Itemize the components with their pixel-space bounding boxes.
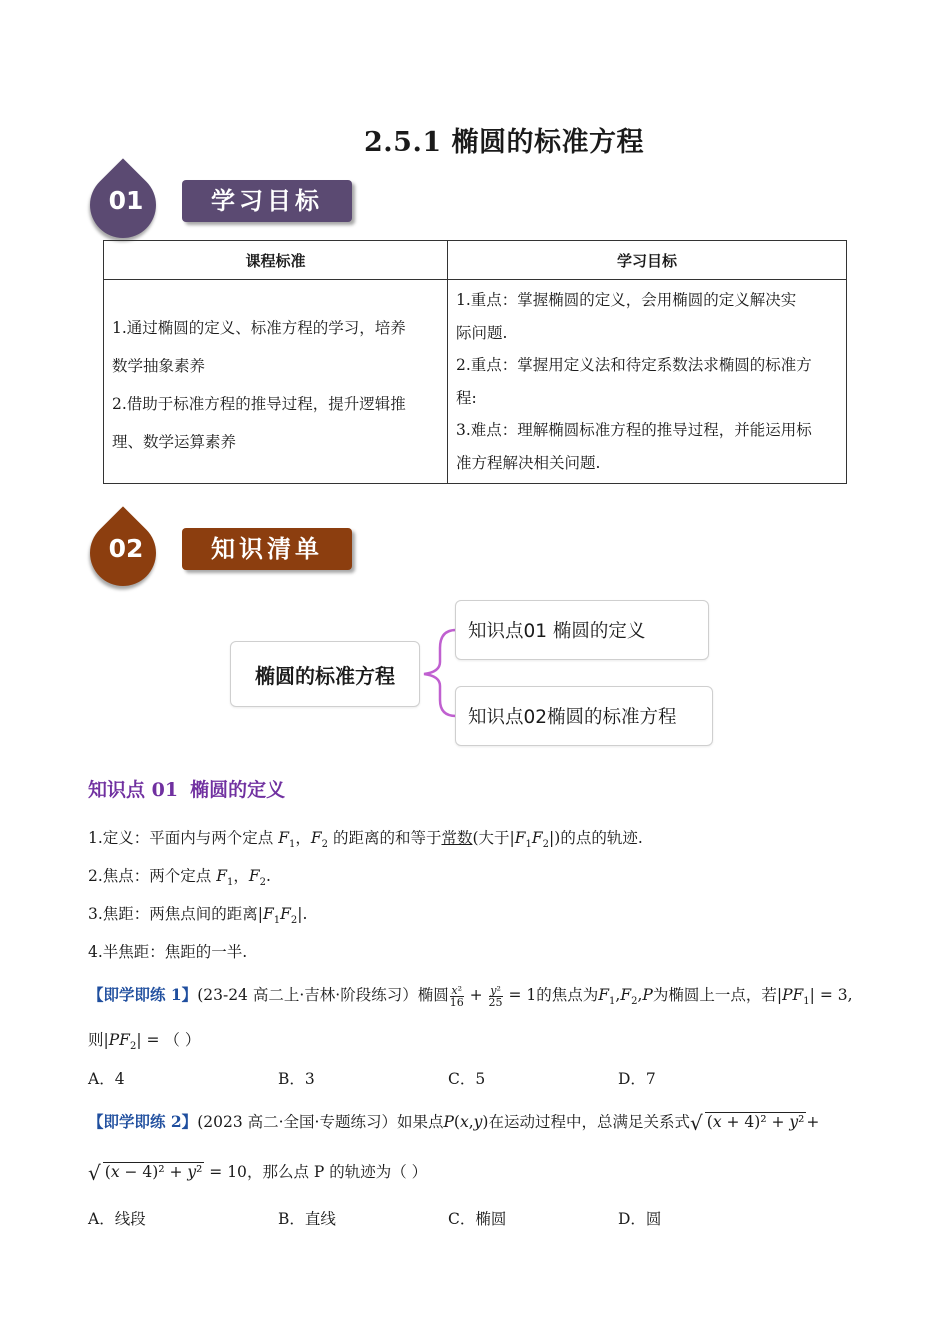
column-header: 课程标准: [104, 241, 448, 280]
section-number: 01: [108, 186, 144, 215]
fraction: $\frac{\text{y²}}{25}$: [488, 983, 503, 1009]
text: 2.焦点：两个定点: [88, 867, 217, 885]
cell-line: 准方程解决相关问题.: [456, 453, 601, 472]
semi-focal-line: [88, 940, 247, 962]
exercise-source: (2023 高二·全国·专题练习）如果点: [197, 1113, 444, 1131]
text: 则: [88, 1031, 104, 1049]
text: 的焦点为: [536, 986, 599, 1004]
focal-distance-line: 3.焦距：两焦点间的距离$|F_1F_2|$.: [88, 905, 308, 927]
cell-line: 1.重点：掌握椭圆的定义，会用椭圆的定义解决实: [456, 291, 797, 309]
option-d: D．7: [618, 1070, 656, 1088]
cell-line: 2.借助于标准方程的推导过程，提升逻辑推: [112, 394, 406, 413]
fraction: $\frac{\text{x²}}{16}$: [449, 983, 464, 1009]
section-header-knowledge: [90, 518, 370, 588]
exercise-tag: 【即学即练 1】: [88, 985, 198, 1004]
underlined-term: 常数: [441, 829, 473, 847]
exercise-1-line1: 【即学即练 1】(23-24 高二上·吉林·阶段练习）椭圆 $\frac{\text{x²}}{16}$ + $\frac{\text{y²}}{25}$ = 1的焦点为$F_1,F_2,P$为椭圆上一点，若$|PF_1| = 3$,: [88, 983, 853, 1009]
mindmap-child: 知识点01 椭圆的定义: [455, 600, 709, 660]
option-b: B．3: [278, 1070, 315, 1088]
section-title: 学习目标: [182, 180, 352, 222]
option-a: A．4: [88, 1070, 125, 1088]
text: 1.定义：平面内与两个定点: [88, 829, 279, 847]
text: 的距离的和等于: [332, 829, 442, 847]
exercise-1-line2: 则$|PF_2|$ = （ ）: [88, 1031, 201, 1053]
exercise-2-line2: √ (x − 4)² + y² = 10，那么点 P 的轨迹为（ ）: [88, 1161, 428, 1185]
kp-title: 椭圆的定义: [190, 779, 286, 801]
section-title: 知识清单: [182, 528, 352, 570]
cell-line: 1.通过椭圆的定义、标准方程的学习，培养: [112, 318, 406, 337]
section-number: 02: [108, 534, 144, 563]
option-c: C．5: [448, 1070, 486, 1088]
option-b: B．直线: [278, 1210, 336, 1228]
mindmap-brace: [418, 620, 458, 720]
column-header: 学习目标: [448, 241, 847, 280]
cell-line: 2.重点：掌握用定义法和待定系数法求椭圆的标准方: [456, 356, 812, 374]
cell-line: 理、数学运算素养: [112, 432, 237, 451]
cell-line: 数学抽象素养: [112, 356, 206, 375]
text: 为椭圆上一点，若: [652, 986, 777, 1004]
text: 3.焦距：两焦点间的距离|: [88, 905, 264, 923]
table-cell-standards: [104, 280, 448, 484]
cell-line: 3.难点：理解椭圆标准方程的推导过程，并能运用标: [456, 421, 812, 439]
answer-blank: （ ）: [164, 1031, 201, 1049]
table-header-row: [104, 241, 847, 280]
exercise-2-line1: 【即学即练 2】(2023 高二·全国·专题练习）如果点P(x,y)在运动过程中，总满足关系式√ (x + 4)² + y² +: [88, 1111, 820, 1135]
table-row: [104, 280, 847, 484]
text: |)的点的轨迹.: [549, 829, 643, 847]
cell-line: 际问题.: [456, 323, 508, 342]
text: 4.半焦距：焦距的一半.: [88, 943, 248, 961]
kp-label: 知识点 01: [88, 779, 179, 801]
mindmap-root: 椭圆的标准方程: [230, 641, 420, 707]
option-a: A．线段: [88, 1210, 146, 1228]
definition-line: 1.定义：平面内与两个定点 $F_1$，$F_2$ 的距离的和等于常数(大于$|F_1F_2|$)的点的轨迹.: [88, 829, 643, 851]
page-title: 2.5.1 椭圆的标准方程: [363, 127, 645, 158]
text: 在运动过程中，总满足关系式: [488, 1113, 690, 1131]
focus-line: 2.焦点：两个定点 $F_1$，$F_2$.: [88, 867, 271, 889]
text: ，那么点 P 的轨迹为（ ）: [246, 1163, 428, 1181]
table-cell-goals: [448, 280, 847, 484]
goals-table: [103, 240, 847, 484]
section-header-goals: [90, 170, 370, 240]
mindmap-child: 知识点02椭圆的标准方程: [455, 686, 713, 746]
exercise-source: (23-24 高二上·吉林·阶段练习）椭圆: [197, 986, 449, 1004]
cell-line: 程:: [456, 388, 477, 407]
text: (大于|: [472, 829, 515, 847]
knowledge-point-heading: [88, 775, 285, 802]
exercise-tag: 【即学即练 2】: [88, 1112, 198, 1131]
option-d: D．圆: [618, 1210, 662, 1228]
option-c: C．椭圆: [448, 1210, 507, 1228]
